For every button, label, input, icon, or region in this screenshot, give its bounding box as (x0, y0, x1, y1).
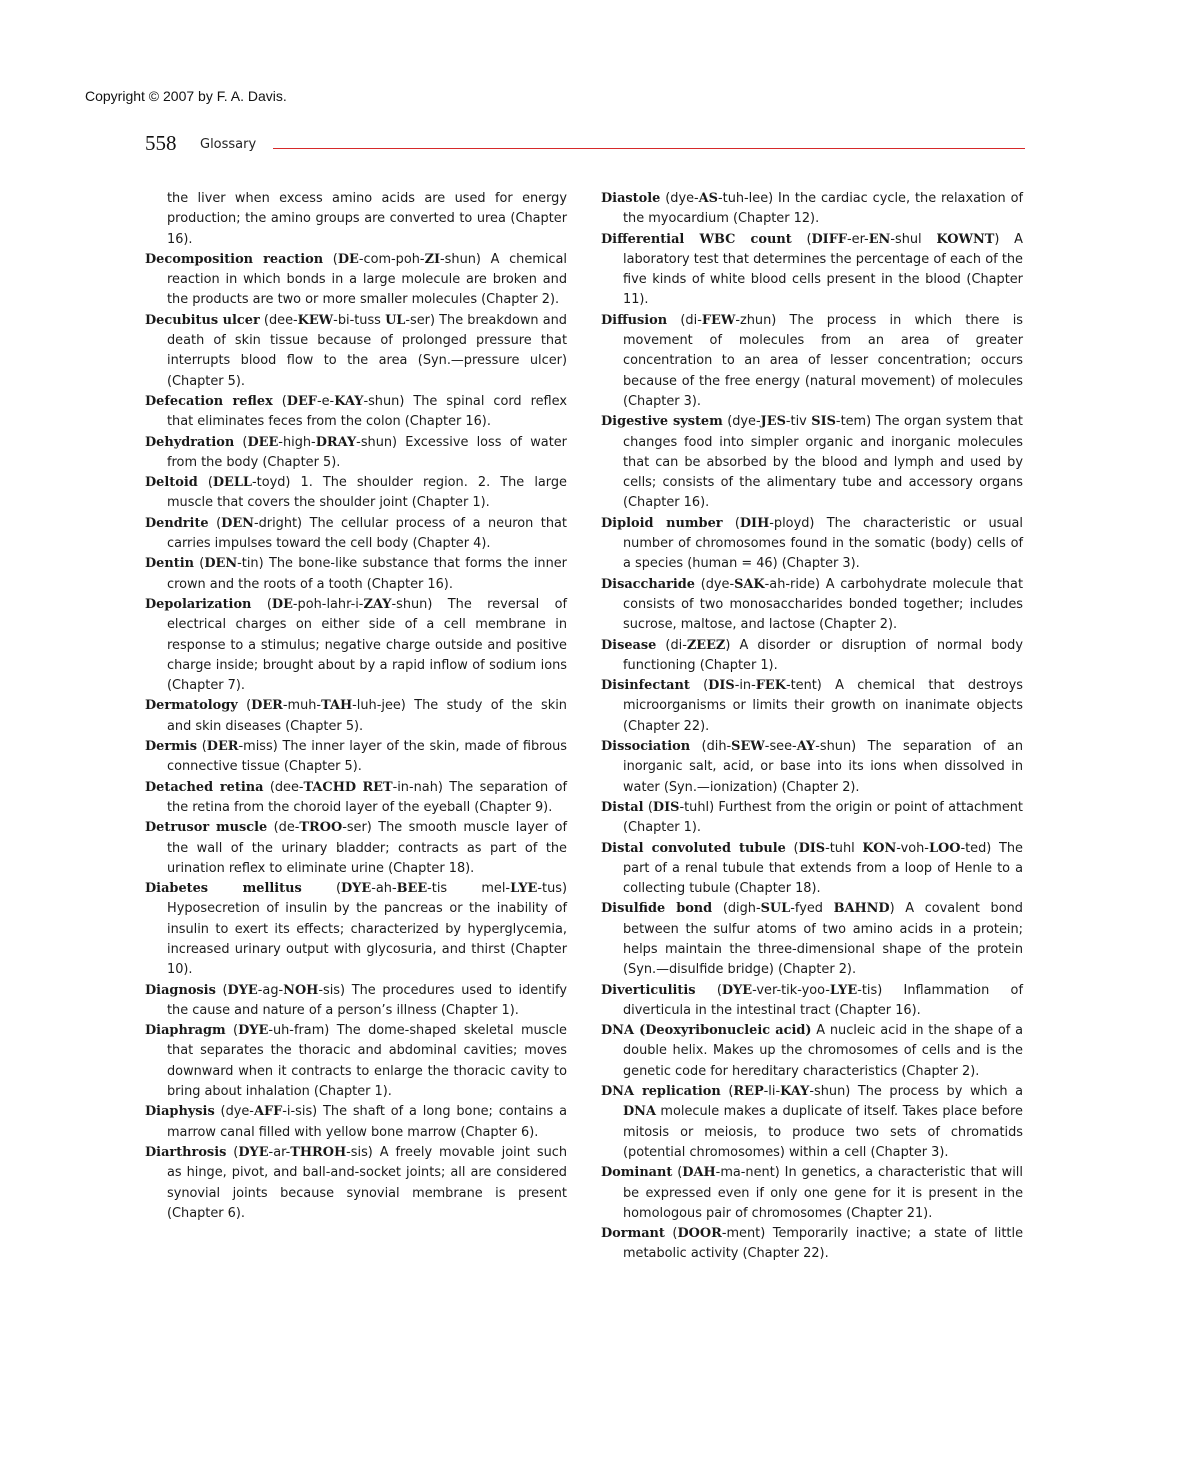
glossary-entry (601, 412, 1023, 513)
glossary-definition: A nucleic acid in the shape of a double helix. Makes up the chromosomes of cells and is the genetic code for hereditary characteristics (Chapter 2). (623, 1023, 1023, 1079)
glossary-definition: (dye-SAK-ah-ride) A carbohydrate molecule that consists of two monosaccharides bonded together; includes sucrose, maltose, and lactose (Chapter 2). (623, 576, 1023, 633)
glossary-definition: (DE-poh-lahr-i-ZAY-shun) The reversal of electrical charges on either side of a cell membrane in response to a stimulus; negative charge outside and positive charge inside; brought about by a rapid inflow of sodium ions (Chapter 7). (167, 596, 567, 694)
glossary-entry (601, 636, 1023, 677)
glossary-definition: (di-FEW-zhun) The process in which there is movement of molecules from an area of greater concentration to an area of lesser concentration; occurs because of the free energy (natural movement) of molecules (Chapter 3). (623, 312, 1023, 409)
glossary-entry (145, 696, 567, 737)
glossary-definition: (dye-AS-tuh-lee) In the cardiac cycle, the relaxation of the myocardium (Chapter 12). (623, 191, 1023, 227)
glossary-definition: (DYE-ar-THROH-sis) A freely movable joint such as hinge, pivot, and ball-and-socket joints; all are considered synovial joints because synovial membrane is present (Chapter 6). (167, 1144, 567, 1221)
glossary-definition: (DYE-ah-BEE-tis mel-LYE-tus) Hyposecretion of insulin by the pancreas or the inability of insulin to exert its effects; characterized by hyperglycemia, increased urinary output with glycosuria, and thirst (Chapter 10). (167, 881, 567, 978)
glossary-entry (145, 595, 567, 696)
page-number: 558 (145, 131, 177, 155)
copyright-notice: Copyright © 2007 by F. A. Davis. (85, 88, 287, 104)
glossary-definition: (DYE-ver-tik-yoo-LYE-tis) Inflammation of diverticula in the intestinal tract (Chapter 16). (623, 982, 1023, 1018)
glossary-term: Diaphysis (145, 1104, 215, 1120)
glossary-term: Deltoid (145, 475, 198, 491)
glossary-term: Dissociation (601, 739, 691, 755)
glossary-entry (145, 879, 567, 980)
glossary-term: Dehydration (145, 434, 235, 450)
glossary-term: Disulfide bond (601, 901, 713, 917)
glossary-term: Detached retina (145, 779, 264, 795)
header-rule (273, 148, 1025, 149)
glossary-definition: (DER-miss) The inner layer of the skin, made of fibrous connective tissue (Chapter 5). (167, 739, 567, 775)
glossary-term: Diastole (601, 191, 661, 206)
glossary-term: Digestive system (601, 414, 723, 430)
glossary-term: DNA replication (601, 1084, 721, 1100)
glossary-definition: (REP-li-KAY-shun) The process by which a DNA molecule makes a duplicate of itself. Takes place before mitosis or meiosis, to produce two sets of chromatids (potential chromosomes) within a cell (Chapter 3). (623, 1084, 1023, 1160)
glossary-entry (145, 311, 567, 392)
glossary-entry (145, 189, 567, 250)
glossary-definition: (DE-com-poh-ZI-shun) A chemical reaction in which bonds in a large molecule are broken and the products are two or more smaller molecules (Chapter 2). (167, 251, 567, 308)
glossary-term: Diverticulitis (601, 982, 696, 998)
glossary-entry (601, 1082, 1023, 1163)
glossary-definition: (digh-SUL-fyed BAHND) A covalent bond between the sulfur atoms of two amino acids in a protein; helps maintain the three-dimensional shape of the protein (Syn.—disulfide bridge) (Chapter 2). (623, 901, 1023, 978)
glossary-term: Diagnosis (145, 982, 216, 998)
glossary-definition: (DYE-uh-fram) The dome-shaped skeletal muscle that separates the thoracic and abdominal cavities; moves downward when it contracts to enlarge the thoracic cavity to bring about inhalation (Chapter 1). (167, 1023, 567, 1100)
glossary-entry (601, 230, 1023, 311)
glossary-term: Depolarization (145, 596, 252, 612)
glossary-entry (601, 189, 1023, 230)
section-title: Glossary (200, 137, 257, 152)
glossary-definition: (DYE-ag-NOH-sis) The procedures used to identify the cause and nature of a person’s illness (Chapter 1). (167, 982, 567, 1018)
glossary-entry (145, 981, 567, 1022)
glossary-definition: (dih-SEW-see-AY-shun) The separation of an inorganic salt, acid, or base into its ions when dissolved in water (Syn.—ionization) (Chapter 2). (623, 739, 1023, 795)
glossary-term: Dermis (145, 739, 197, 755)
glossary-definition: (DEN-tin) The bone-like substance that forms the inner crown and the roots of a tooth (Chapter 16). (167, 556, 567, 592)
glossary-entry (601, 981, 1023, 1022)
glossary-definition: (DEF-e-KAY-shun) The spinal cord reflex that eliminates feces from the colon (Chapter 16). (167, 393, 567, 430)
glossary-column-right (601, 189, 1023, 1265)
glossary-entry (145, 778, 567, 819)
glossary-definition: (DAH-ma-nent) In genetics, a characteristic that will be expressed even if only one gene for it is present in the homologous pair of chromosomes (Chapter 21). (623, 1165, 1023, 1221)
glossary-definition: (DER-muh-TAH-luh-jee) The study of the skin and skin diseases (Chapter 5). (167, 698, 567, 734)
glossary-term: Disinfectant (601, 678, 690, 694)
glossary-entry (145, 737, 567, 778)
glossary-entry (601, 1224, 1023, 1265)
glossary-definition: (dee-KEW-bi-tuss UL-ser) The breakdown and death of skin tissue because of prolonged pressure that interrupts blood flow to the area (Syn.—pressure ulcer) (Chapter 5). (167, 312, 567, 389)
glossary-term: DNA (Deoxyribonucleic acid) (601, 1023, 812, 1039)
glossary-term: Dermatology (145, 698, 238, 714)
glossary-definition: (DEE-high-DRAY-shun) Excessive loss of water from the body (Chapter 5). (167, 434, 567, 470)
glossary-entry (145, 514, 567, 555)
glossary-entry (601, 839, 1023, 900)
glossary-entry (601, 798, 1023, 839)
glossary-entry (601, 311, 1023, 412)
glossary-definition: (DEN-dright) The cellular process of a neuron that carries impulses toward the cell body (Chapter 4). (167, 515, 567, 552)
glossary-definition: (dee-TACHD RET-in-nah) The separation of the retina from the choroid layer of the eyeball (Chapter 9). (167, 779, 568, 815)
glossary-definition: (de-TROO-ser) The smooth muscle layer of the wall of the urinary bladder; contracts as part of the urination reflex to eliminate urine (Chapter 18). (167, 820, 567, 876)
glossary-term: Dormant (601, 1226, 665, 1242)
glossary-entry (145, 818, 567, 879)
glossary-term: Diarthrosis (145, 1144, 227, 1160)
glossary-term: Distal convoluted tubule (601, 840, 786, 856)
glossary-term: Distal (601, 799, 644, 815)
glossary-entry (145, 392, 567, 433)
glossary-entry (145, 1102, 567, 1143)
glossary-definition: the liver when excess amino acids are used for energy production; the amino groups are converted to urea (Chapter 16). (167, 191, 567, 247)
glossary-column-left (145, 189, 567, 1224)
glossary-definition: (DIH-ployd) The characteristic or usual number of chromosomes found in the somatic (body) cells of a species (human = 46) (Chapter 3). (623, 515, 1023, 572)
glossary-definition: (dye-AFF-i-sis) The shaft of a long bone; contains a marrow canal filled with yellow bone marrow (Chapter 6). (167, 1104, 567, 1140)
glossary-entry (601, 575, 1023, 636)
page-header (145, 131, 1025, 155)
glossary-term: Decubitus ulcer (145, 312, 260, 328)
glossary-entry (601, 899, 1023, 980)
glossary-term: Dendrite (145, 515, 209, 531)
glossary-term: Disaccharide (601, 576, 696, 592)
glossary-definition: (dye-JES-tiv SIS-tem) The organ system that changes food into simpler organic and inorganic molecules that can be absorbed by the blood and lymph and used by cells; consists of the alimentary tube and accessory organs (Chapter 16). (623, 414, 1023, 511)
glossary-term: Disease (601, 637, 657, 653)
glossary-term: Diaphragm (145, 1023, 226, 1039)
glossary-entry (145, 1021, 567, 1102)
glossary-entry (601, 676, 1023, 737)
glossary-definition: (di-ZEEZ) A disorder or disruption of normal body functioning (Chapter 1). (623, 637, 1023, 673)
glossary-term: Decomposition reaction (145, 251, 324, 267)
glossary-entry (601, 737, 1023, 798)
glossary-entry (601, 1021, 1023, 1082)
glossary-term: Diffusion (601, 312, 668, 328)
glossary-term: Defecation reflex (145, 393, 273, 409)
glossary-definition: (DIS-tuhl) Furthest from the origin or point of attachment (Chapter 1). (623, 799, 1023, 836)
glossary-term: Detrusor muscle (145, 820, 268, 836)
glossary-definition: (DIFF-er-EN-shul KOWNT) A laboratory test that determines the percentage of each of the five kinds of white blood cells present in the blood (Chapter 11). (623, 231, 1023, 308)
glossary-definition: (DOOR-ment) Temporarily inactive; a state of little metabolic activity (Chapter 22). (623, 1226, 1023, 1262)
glossary-term: Differential WBC count (601, 231, 792, 247)
glossary-entry (145, 473, 567, 514)
glossary-term: Diploid number (601, 515, 723, 531)
glossary-entry (145, 554, 567, 595)
glossary-term: Diabetes mellitus (145, 881, 302, 897)
glossary-definition: (DIS-in-FEK-tent) A chemical that destroys microorganisms or limits their growth on inanimate objects (Chapter 22). (623, 678, 1023, 734)
glossary-entry (601, 1163, 1023, 1224)
glossary-entry (145, 1143, 567, 1224)
glossary-term: Dentin (145, 556, 194, 572)
glossary-entry (145, 433, 567, 474)
glossary-definition: (DIS-tuhl KON-voh-LOO-ted) The part of a renal tubule that extends from a loop of Henle to a collecting tubule (Chapter 18). (623, 840, 1023, 897)
glossary-entry (601, 514, 1023, 575)
glossary-definition: (DELL-toyd) 1. The shoulder region. 2. The large muscle that covers the shoulder joint (Chapter 1). (167, 475, 567, 511)
glossary-term: Dominant (601, 1165, 673, 1181)
glossary-entry (145, 250, 567, 311)
